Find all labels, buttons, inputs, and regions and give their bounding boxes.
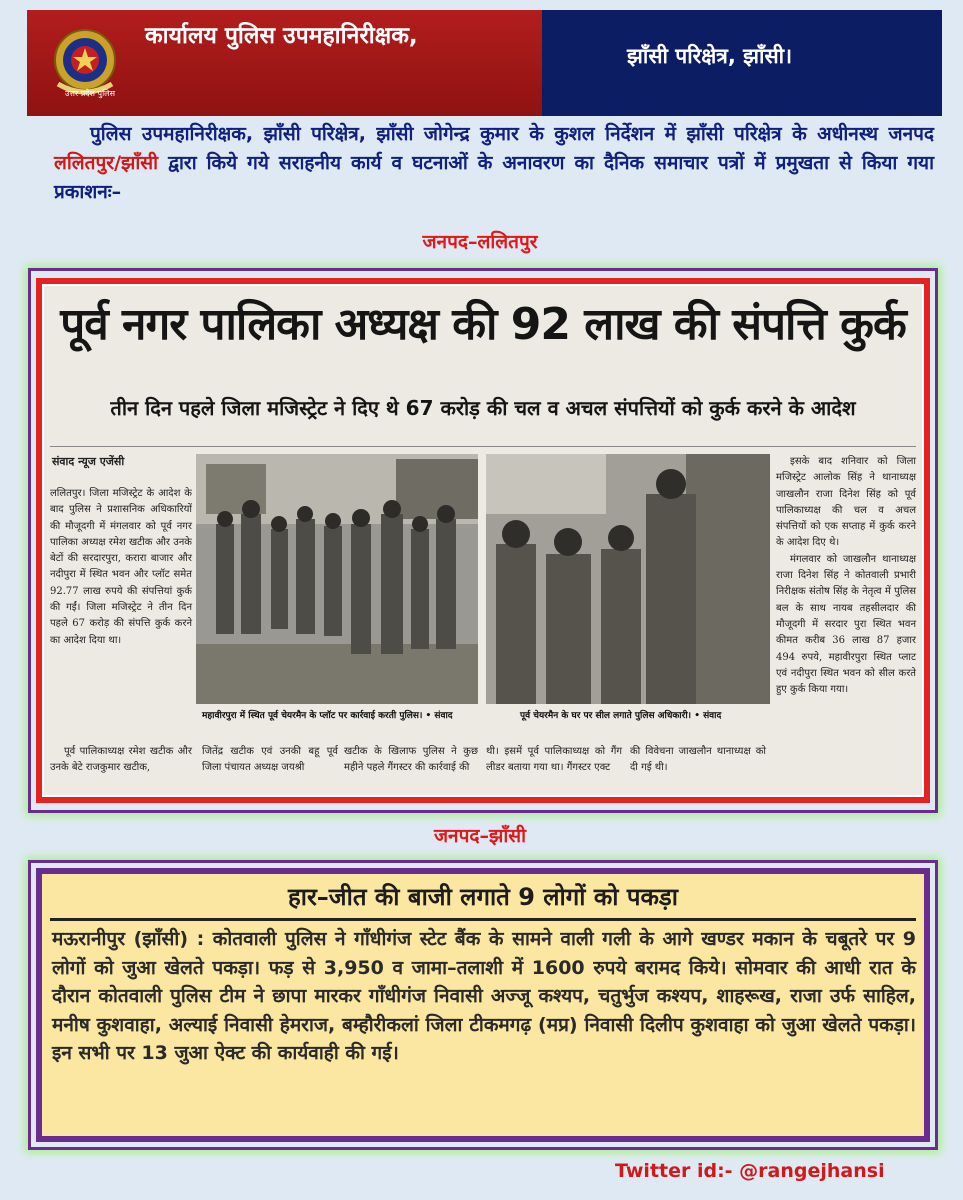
news-clipping-1 — [44, 286, 922, 795]
news1-column-4b: थी। इसमें पूर्व पालिकाध्यक्ष को गैंग लीडर बताया गया था। गैंगस्टर एक्ट — [486, 746, 622, 774]
intro-text-2: द्वारा किये गये सराहनीय कार्य व घटनाओं के अनावरण का दैनिक समाचार पत्रों में प्रमुखता से किया गया प्रकाशनः– — [54, 152, 934, 203]
news2-title: हार–जीत की बाजी लगाते 9 लोगों को पकड़ा — [288, 883, 678, 911]
news2-body: मऊरानीपुर (झाँसी) : कोतवाली पुलिस ने गाँधीगंज स्टेट बैंक के सामने वाली गली के आगे खण्डर मकान के चबूतरे पर 9 लोगों को जुआ खेलते पकड़ा। फड़ से 3,950 व जामा–तलाशी में 1600 रुपये बरामद किये। सोमवार की आधी रात के दौरान कोतवाली पुलिस टीम ने छापा मारकर गाँधीगंज निवासी अज्जू कश्यप, चतुर्भुज कश्यप, शाहरूख, राजा उर्फ साहिल, मनीष कुशवाहा, अल्याई निवासी हेमराज, बम्हौरीकलां जिला टीकमगढ़ (मप्र) निवासी दिलीप कुशवाहा को जुआ खेलते पकड़ा। इन सभी पर 13 जुआ ऐक्ट की कार्यवाही की गई। — [52, 928, 916, 1064]
header-range-title: झाँसी परिक्षेत्र, झाँसी। — [627, 44, 793, 68]
news1-subhead: तीन दिन पहले जिला मजिस्ट्रेट ने दिए थे 67 करोड़ की चल व अचल संपत्तियों को कुर्क करने के आदेश — [110, 396, 856, 420]
intro-highlight: ललितपुर/झाँसी — [54, 152, 159, 174]
news1-column-1b: पूर्व पालिकाध्यक्ष रमेश खटीक और उनके बेटे राजकुमार खटीक, — [50, 746, 192, 774]
news1-column-3b: खटीक के खिलाफ पुलिस ने कुछ महीने पहले गैंगस्टर की कार्रवाई की — [344, 746, 478, 774]
news1-photo-2 — [486, 454, 770, 704]
police-group-photo-2 — [486, 454, 770, 704]
news1-photo-1 — [196, 454, 478, 704]
news1-column-5b: की विवेचना जाखलौन थानाध्यक्ष को दी गई थी। — [630, 746, 766, 774]
news1-column-1: ललितपुर। जिला मजिस्ट्रेट के आदेश के बाद पुलिस ने प्रशासनिक अधिकारियों की मौजूदगी में मंगलवार को पूर्व नगर पालिका अध्यक्ष रमेश खटीक और उनके बेटों की सरदारपुरा, करारा बाजार और नदीपुरा में स्थित भवन और प्लॉट समेत 92.77 लाख रुपये की संपत्तियां कुर्क की गईं। जिला मजिस्ट्रेट ने तीन दिन पहले 67 करोड़ की संपत्ति कुर्क करने का आदेश दिया था। — [50, 488, 192, 646]
news1-col6-para1: इसके बाद शनिवार को जिला मजिस्ट्रेट आलोक सिंह ने थानाध्यक्ष जाखलौन राजा दिनेश सिंह को पूर्व पालिकाध्यक्ष की चल व अचल संपत्तियों को एक सप्ताह में कुर्क करने के आदेश दिए थे। — [776, 456, 916, 549]
news1-agency: संवाद न्यूज एजेंसी — [52, 455, 125, 468]
header-office-title: कार्यालय पुलिस उपमहानिरीक्षक, — [145, 23, 418, 49]
twitter-handle: Twitter id:- @rangejhansi — [615, 1160, 885, 1182]
news1-col6-para2: मंगलवार को जाखलौन थानाध्यक्ष राजा दिनेश सिंह ने कोतवाली प्रभारी निरीक्षक संतोष सिंह के नेतृत्व में पुलिस बल के साथ नायब तहसीलदार की मौजूदगी में सरदार पुरा स्थित भवन कीमत करीब 36 लाख 87 हजार 494 रुपये, महावीरपुरा स्थित प्लाट एवं नदीपुरा स्थित भवन को सील करते हुए कुर्क किया गया। — [776, 553, 916, 696]
police-group-photo-1 — [196, 454, 478, 704]
news1-headline: पूर्व नगर पालिका अध्यक्ष की 92 लाख की संपत्ति कुर्क — [60, 299, 906, 350]
emblem-caption: उत्तर प्रदेश पुलिस — [65, 89, 115, 98]
news1-caption-1: महावीरपुरा में स्थित पूर्व चेयरमैन के प्लॉट पर कार्रवाई करती पुलिस। • संवाद — [202, 711, 453, 721]
district-heading-jhansi: जनपद–झाँसी — [433, 825, 527, 847]
district-heading-lalitpur: जनपद–ललितपुर — [422, 231, 538, 253]
intro-text-1: पुलिस उपमहानिरीक्षक, झाँसी परिक्षेत्र, झाँसी जोगेन्द्र कुमार के कुशल निर्देशन में झाँसी परिक्षेत्र के अधीनस्थ जनपद — [90, 123, 934, 145]
news1-divider — [50, 446, 916, 447]
news1-column-2b: जितेंद्र खटीक एवं उनकी बहू पूर्व जिला पंचायत अध्यक्ष जयश्री — [202, 746, 338, 774]
news1-caption-2: पूर्व चेयरमैन के घर पर सील लगाते पुलिस अधिकारी। • संवाद — [520, 711, 722, 721]
intro-paragraph — [54, 120, 934, 207]
news2-title-rule — [50, 918, 916, 921]
news1-column-6 — [776, 454, 916, 698]
